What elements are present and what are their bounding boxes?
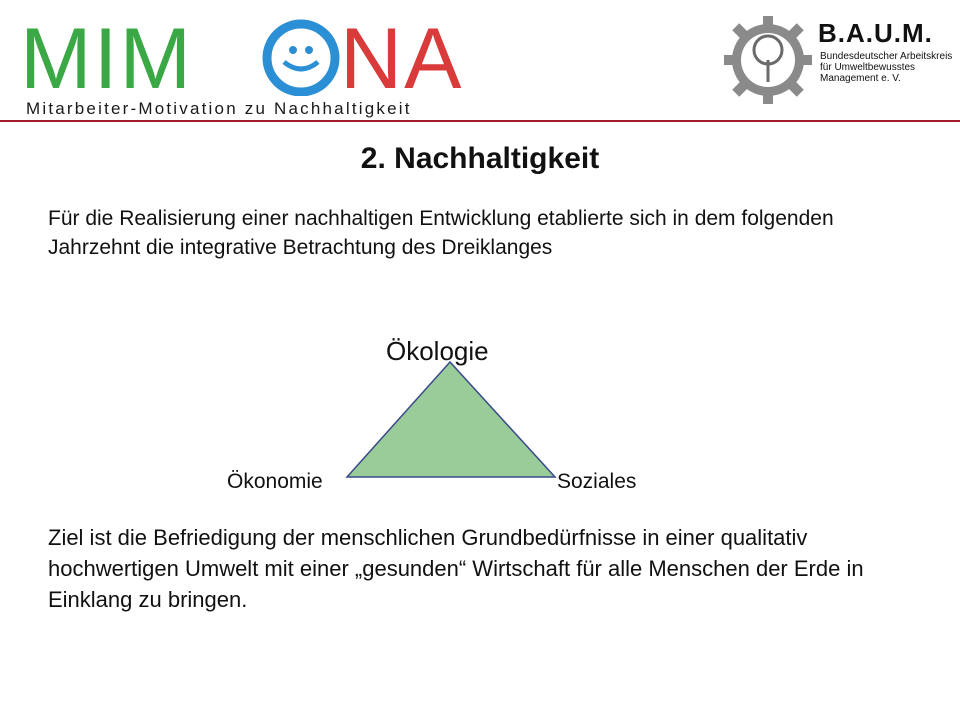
sustainability-triangle-diagram (210, 332, 690, 502)
label-social: Soziales (557, 470, 637, 493)
gear-tree-icon (724, 16, 814, 106)
baum-subtitle-line: für Umweltbewusstes (820, 62, 916, 73)
triangle-polygon (347, 362, 555, 477)
baum-name: B.A.U.M. (818, 18, 933, 48)
label-economy: Ökonomie (227, 470, 323, 493)
baum-subtitle (820, 51, 952, 84)
intro-paragraph: Für die Realisierung einer nachhaltigen Entwicklung etablierte sich in dem folgenden Jahrzehnt die integrative Betrachtung des Dreiklanges (48, 207, 834, 259)
conclusion-paragraph: Ziel ist die Befriedigung der menschlichen Grundbedürfnisse in einer qualitativ hochwertigen Umwelt mit einer „gesunden“ Wirtschaft für alle Menschen der Erde in Einklang zu bringen. (48, 525, 864, 612)
baum-subtitle-line: Management e. V. (820, 73, 901, 84)
mimona-tagline: Mitarbeiter-Motivation zu Nachhaltigkeit (26, 99, 412, 118)
baum-logo (724, 16, 954, 96)
header-divider (0, 120, 960, 122)
label-ecology: Ökologie (386, 336, 489, 366)
mimona-logo (18, 10, 508, 118)
smiley-o-icon (267, 24, 335, 92)
svg-text:NA: NA (340, 11, 464, 96)
mimona-wordmark-graphic (18, 10, 508, 96)
baum-subtitle-line: Bundesdeutscher Arbeitskreis (820, 51, 953, 62)
slide-title: 2. Nachhaltigkeit (360, 142, 600, 175)
svg-text:MIM: MIM (20, 11, 194, 96)
